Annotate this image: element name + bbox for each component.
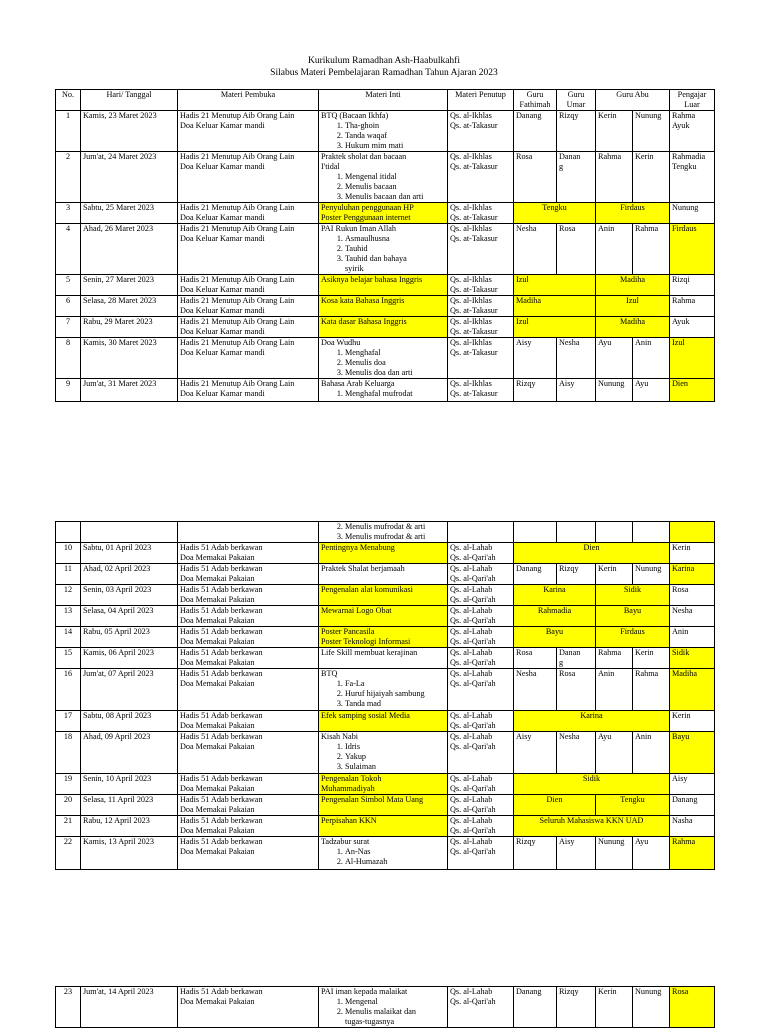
table-row: 6 Selasa, 28 Maret 2023 Hadis 21 Menutup Aib Orang Lain Doa Keluar Kamar mandi Kosa kata Bahasa Inggris Qs. al-Ikhlas Qs. at-Takasur Madiha Izul Rahma [56, 296, 715, 317]
col-date: Hari/ Tanggal [81, 90, 178, 111]
table-row: 5 Senin, 27 Maret 2023 Hadis 21 Menutup Aib Orang Lain Doa Keluar Kamar mandi Asiknya belajar bahasa Inggris Qs. al-Ikhlas Qs. at-Takasur Izul Madiha Rizqi [56, 275, 715, 296]
table-row: 2 Jum'at, 24 Maret 2023 Hadis 21 Menutup Aib Orang Lain Doa Keluar Kamar mandi Praktek sholat dan bacaan I'tidal 1. Mengenal itidal 2. Menulis bacaan 3. Menulis bacaan dan arti Qs. al-Ikhlas Qs. at-Takasur Rosa Danan g Rahma Kerin Rahmadia Tengku [56, 152, 715, 203]
table-row: 1 Kamis, 23 Maret 2023 Hadis 21 Menutup Aib Orang Lain Doa Keluar Kamar mandi BTQ (Bacaan Ikhfa) 1. Tha-ghoin 2. Tanda waqaf 3. Hukum mim mati Qs. al-Ikhlas Qs. at-Takasur Danang Rizqy Kerin Nunung Rahma Ayuk [56, 111, 715, 152]
table-row: 7 Rabu, 29 Maret 2023 Hadis 21 Menutup Aib Orang Lain Doa Keluar Kamar mandi Kata dasar Bahasa Inggris Qs. al-Ikhlas Qs. at-Takasur Izul Madiha Ayuk [56, 317, 715, 338]
table-row: 2. Menulis mufrodat & arti 3. Menulis mufrodat & arti [56, 522, 715, 543]
table-row: 23 Jum'at, 14 April 2023 Hadis 51 Adab berkawan Doa Memakai Pakaian PAI iman kepada malaikat 1. Mengenal 2. Menulis malaikat dan tugas-tugasnya Qs. al-Lahab Qs. al-Qari'ah Danang Rizqy Kerin Nunung Rosa [56, 987, 715, 1028]
table-row: 17 Sabtu, 08 April 2023 Hadis 51 Adab berkawan Doa Memakai Pakaian Efek samping sosial Media Qs. al-Lahab Qs. al-Qari'ah Karina Kerin [56, 711, 715, 732]
table-row: 20 Selasa, 11 April 2023 Hadis 51 Adab berkawan Doa Memakai Pakaian Pengenalan Simbol Mata Uang Qs. al-Lahab Qs. al-Qari'ah Dien Tengku Danang [56, 795, 715, 816]
table-row: 12 Senin, 03 April 2023 Hadis 51 Adab berkawan Doa Memakai Pakaian Pengenalan alat komunikasi Qs. al-Lahab Qs. al-Qari'ah Karina Sidik Rosa [56, 585, 715, 606]
table-row: 3 Sabtu, 25 Maret 2023 Hadis 21 Menutup Aib Orang Lain Doa Keluar Kamar mandi Penyuluhan penggunaan HP Poster Penggunaan internet Qs. al-Ikhlas Qs. at-Takasur Tengku Firdaus Nunung [56, 203, 715, 224]
col-guru-abu: Guru Abu [596, 90, 670, 111]
table-row: 15 Kamis, 06 April 2023 Hadis 51 Adab berkawan Doa Memakai Pakaian Life Skill membuat kerajinan Qs. al-Lahab Qs. al-Qari'ah Rosa Danan g Rahma Kerin Sidik [56, 648, 715, 669]
table-row: 10 Sabtu, 01 April 2023 Hadis 51 Adab berkawan Doa Memakai Pakaian Pentingnya Menabung Qs. al-Lahab Qs. al-Qari'ah Dien Kerin [56, 543, 715, 564]
table-row: 11 Ahad, 02 April 2023 Hadis 51 Adab berkawan Doa Memakai Pakaian Praktek Shalat berjamaah Qs. al-Lahab Qs. al-Qari'ah Danang Rizqy Kerin Nunung Karina [56, 564, 715, 585]
table-row: 4 Ahad, 26 Maret 2023 Hadis 21 Menutup Aib Orang Lain Doa Keluar Kamar mandi PAI Rukun Iman Allah 1. Asmaulhusna 2. Tauhid 3. Tauhid dan bahaya syirik Qs. al-Ikhlas Qs. at-Takasur Nesha Rosa Anin Rahma Firdaus [56, 224, 715, 275]
table-row: 16 Jum'at, 07 April 2023 Hadis 51 Adab berkawan Doa Memakai Pakaian BTQ 1. Fa-La 2. Huruf hijaiyah sambung 3. Tanda mad Qs. al-Lahab Qs. al-Qari'ah Nesha Rosa Anin Rahma Madiha [56, 669, 715, 711]
col-guru-umar: Guru Umar [557, 90, 596, 111]
col-no: No. [56, 90, 81, 111]
table-row: 8 Kamis, 30 Maret 2023 Hadis 21 Menutup Aib Orang Lain Doa Keluar Kamar mandi Doa Wudhu 1. Menghafal 2. Menulis doa 3. Menulis doa dan arti Qs. al-Ikhlas Qs. at-Takasur Aisy Nesha Ayu Anin Izul [56, 338, 715, 379]
table-row: 9 Jum'at, 31 Maret 2023 Hadis 21 Menutup Aib Orang Lain Doa Keluar Kamar mandi Bahasa Arab Keluarga 1. Menghafal mufrodat Qs. al-Ikhlas Qs. at-Takasur Rizqy Aisy Nunung Ayu Dien [56, 379, 715, 402]
col-inti: Materi Inti [319, 90, 448, 111]
col-pengajar-luar: Pengajar Luar [670, 90, 715, 111]
table-row: 19 Senin, 10 April 2023 Hadis 51 Adab berkawan Doa Memakai Pakaian Pengenalan Tokoh Muhammadiyah Qs. al-Lahab Qs. al-Qari'ah Sidik Aisy [56, 774, 715, 795]
schedule-table-part-2 [55, 521, 715, 870]
document-title: Kurikulum Ramadhan Ash-Haabulkahfi [308, 56, 460, 66]
schedule-table-part-1 [55, 89, 715, 402]
col-pembuka: Materi Pembuka [178, 90, 319, 111]
schedule-table-part-3 [55, 986, 715, 1028]
table-row: 22 Kamis, 13 April 2023 Hadis 51 Adab berkawan Doa Memakai Pakaian Tadzabur surat 1. An-Nas 2. Al-Humazah Qs. al-Lahab Qs. al-Qari'ah Rizqy Aisy Nunung Ayu Rahma [56, 837, 715, 870]
col-guru-fathimah: Guru Fathimah [514, 90, 557, 111]
table-row: 13 Selasa, 04 April 2023 Hadis 51 Adab berkawan Doa Memakai Pakaian Mewarnai Logo Obat Qs. al-Lahab Qs. al-Qari'ah Rahmadia Bayu Nesha [56, 606, 715, 627]
table-row: 18 Ahad, 09 April 2023 Hadis 51 Adab berkawan Doa Memakai Pakaian Kisah Nabi 1. Idris 2. Yakup 3. Sulaiman Qs. al-Lahab Qs. al-Qari'ah Aisy Nesha Ayu Anin Bayu [56, 732, 715, 774]
table-row: 21 Rabu, 12 April 2023 Hadis 51 Adab berkawan Doa Memakai Pakaian Perpisahan KKN Qs. al-Lahab Qs. al-Qari'ah Seluruh Mahasiswa KKN UAD Nasha [56, 816, 715, 837]
col-penutup: Materi Penutup [448, 90, 514, 111]
table-header-row [56, 90, 715, 111]
document-subtitle: Silabus Materi Pembelajaran Ramadhan Tahun Ajaran 2023 [270, 68, 498, 78]
table-row: 14 Rabu, 05 April 2023 Hadis 51 Adab berkawan Doa Memakai Pakaian Poster Pancasila Poster Teknologi Informasi Qs. al-Lahab Qs. al-Qari'ah Bayu Firdaus Anin [56, 627, 715, 648]
